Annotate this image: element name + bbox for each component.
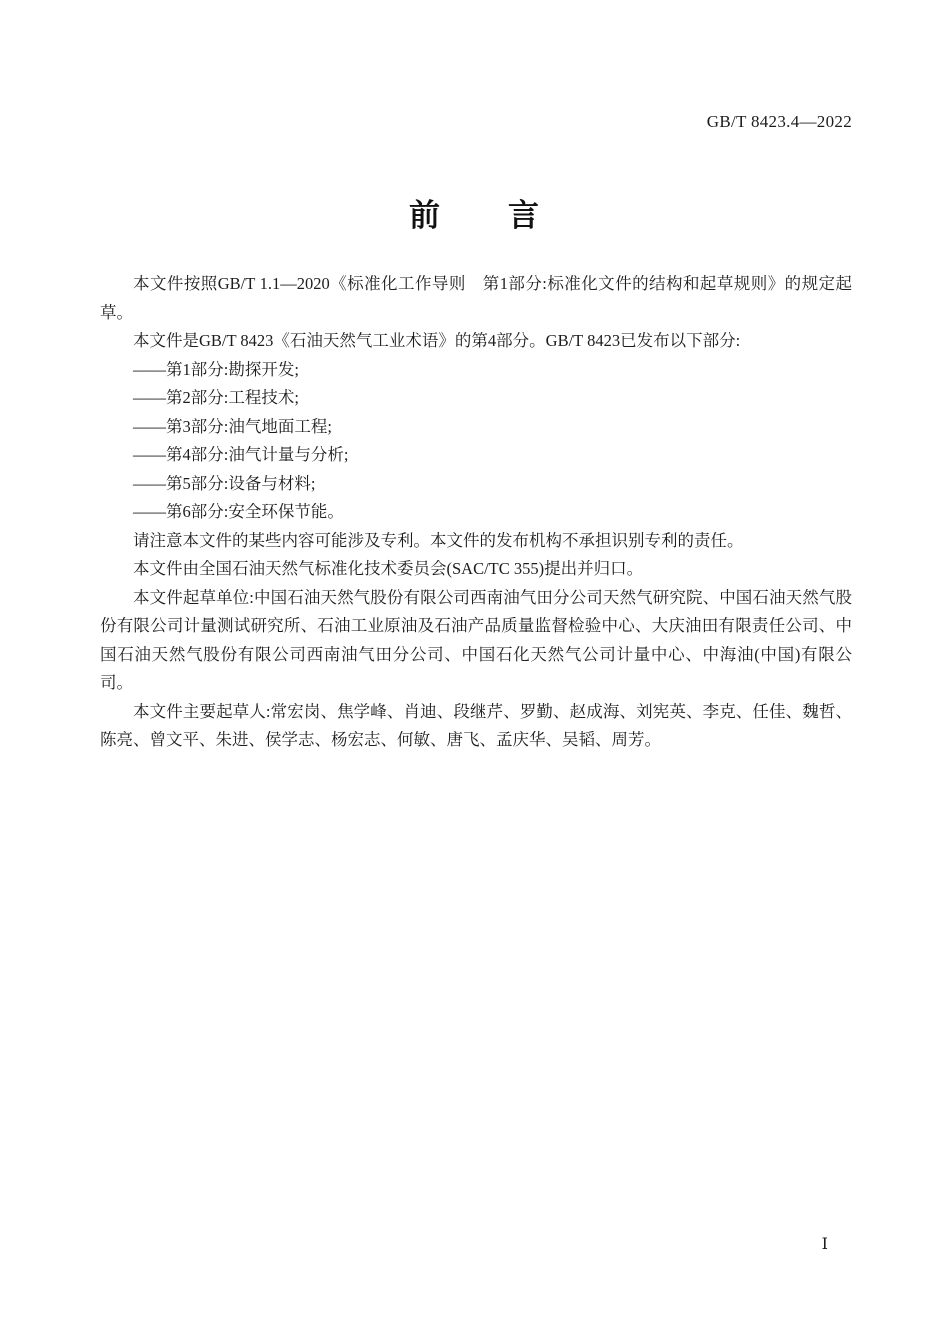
paragraph-series-intro: 本文件是GB/T 8423《石油天然气工业术语》的第4部分。GB/T 8423已发布以下部分: bbox=[133, 331, 741, 350]
foreword-content bbox=[100, 270, 852, 755]
list-item-part-5: ——第5部分:设备与材料; bbox=[133, 473, 316, 493]
list-item-part-4: ——第4部分:油气计量与分析; bbox=[133, 445, 349, 464]
paragraph-drafting-units: 本文件起草单位:中国石油天然气股份有限公司西南油气田分公司天然气研究院、中国石油天然气股份有限公司计量测试研究所、石油工业原油及石油产品质量监督检验中心、大庆油田有限责任公司、中国石油天然气股份有限公司西南油气田分公司、中国石化天然气公司计量中心、中海油(中国)有限公司。 bbox=[100, 587, 852, 692]
paragraph-committee: 本文件由全国石油天然气标准化技术委员会(SAC/TC 355)提出并归口。 bbox=[133, 559, 644, 578]
page-number: Ⅰ bbox=[821, 1236, 828, 1253]
paragraph-drafting-basis: 本文件按照GB/T 1.1—2020《标准化工作导则 第1部分:标准化文件的结构和起草规则》的规定起草。 bbox=[100, 274, 852, 322]
paragraph-patent-notice: 请注意本文件的某些内容可能涉及专利。本文件的发布机构不承担识别专利的责任。 bbox=[133, 530, 744, 550]
list-item-part-3: ——第3部分:油气地面工程; bbox=[133, 416, 332, 436]
list-item-part-1: ——第1部分:勘探开发; bbox=[133, 359, 299, 379]
list-item-part-6: ——第6部分:安全环保节能。 bbox=[133, 502, 344, 521]
standard-number: GB/T 8423.4—2022 bbox=[706, 112, 852, 131]
foreword-title: 前 言 bbox=[409, 198, 541, 233]
paragraph-drafters: 本文件主要起草人:常宏岗、焦学峰、肖迪、段继芹、罗勤、赵成海、刘宪英、李克、任佳、魏哲、陈亮、曾文平、朱进、侯学志、杨宏志、何敏、唐飞、孟庆华、吴韬、周芳。 bbox=[100, 701, 852, 749]
list-item-part-2: ——第2部分:工程技术; bbox=[133, 388, 299, 407]
